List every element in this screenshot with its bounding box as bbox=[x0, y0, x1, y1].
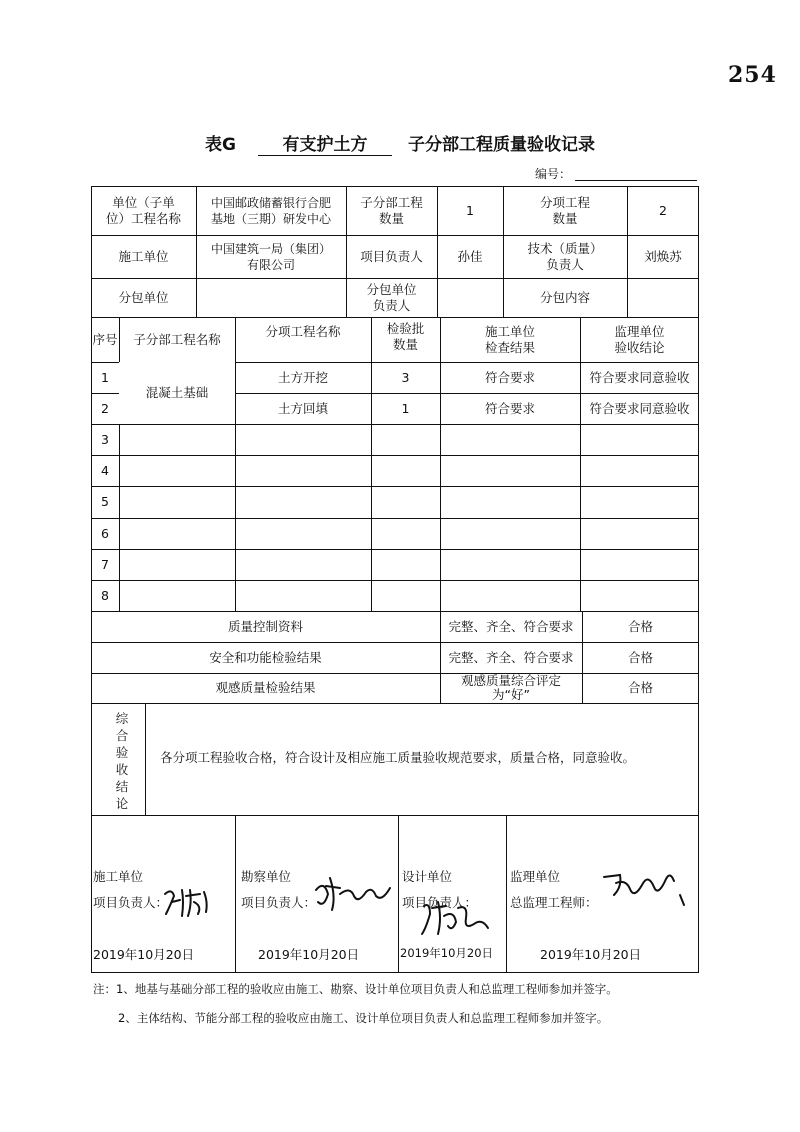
col-item-name-header: 分项工程名称 bbox=[265, 324, 341, 339]
summary-verdict: 合格 bbox=[627, 680, 653, 695]
signoff-date: 2019年10月20日 bbox=[258, 947, 360, 962]
row-seq: 7 bbox=[101, 556, 109, 572]
summary-verdict: 合格 bbox=[627, 649, 653, 665]
summary-label: 观感质量检验结果 bbox=[215, 680, 316, 695]
row-seq: 3 bbox=[101, 431, 109, 447]
signoff-role: 项目负责人： bbox=[93, 895, 169, 910]
signoff-unit: 勘察单位 bbox=[241, 869, 292, 884]
signoff-role: 项目负责人： bbox=[402, 895, 478, 910]
subcontract-leader-label: 分包单位 负责人 bbox=[366, 281, 417, 313]
construction-unit-label: 施工单位 bbox=[118, 248, 169, 264]
sub-count-value: 1 bbox=[466, 202, 474, 218]
row-check: 符合要求 bbox=[484, 400, 535, 416]
row-seq: 8 bbox=[101, 587, 109, 603]
col-check-header: 施工单位 检查结果 bbox=[484, 323, 535, 355]
row-batch: 3 bbox=[401, 369, 410, 385]
subcontract-unit-label: 分包单位 bbox=[118, 289, 169, 305]
serial-blank[interactable] bbox=[575, 166, 697, 181]
form-title bbox=[0, 130, 800, 156]
item-count-value: 2 bbox=[659, 202, 667, 218]
signoff-unit: 施工单位 bbox=[93, 869, 144, 884]
title-prefix: 表G bbox=[205, 135, 236, 155]
construction-unit-value: 中国建筑一局（集团） 有限公司 bbox=[210, 241, 331, 272]
signature-supervision bbox=[600, 865, 690, 910]
tech-leader-label: 技术（质量） 负责人 bbox=[527, 240, 603, 272]
row-conclusion: 符合要求同意验收 bbox=[589, 369, 690, 385]
row-seq: 4 bbox=[101, 462, 109, 478]
signoff-date: 2019年10月20日 bbox=[93, 947, 195, 962]
summary-label: 安全和功能检验结果 bbox=[209, 649, 322, 665]
serial-label: 编号： bbox=[535, 167, 572, 181]
title-project-name: 有支护土方 bbox=[258, 130, 392, 156]
summary-result: 观感质量综合评定为“好” bbox=[460, 673, 561, 702]
signature-survey bbox=[310, 872, 395, 917]
col-batch-header: 检验批 数量 bbox=[386, 321, 425, 352]
summary-result: 完整、齐全、符合要求 bbox=[448, 649, 574, 665]
item-count-label: 分项工程 数量 bbox=[539, 194, 590, 226]
sub-count-label: 子分部工程 数量 bbox=[360, 194, 423, 226]
serial-number bbox=[535, 165, 697, 182]
subcontract-content-label: 分包内容 bbox=[539, 289, 590, 305]
row-seq: 6 bbox=[101, 525, 109, 541]
signoff-date: 2019年10月20日 bbox=[540, 947, 642, 962]
row-item: 土方回填 bbox=[277, 400, 328, 416]
row-conclusion: 符合要求同意验收 bbox=[589, 400, 690, 416]
row-seq: 5 bbox=[101, 494, 109, 509]
summary-label: 质量控制资料 bbox=[227, 618, 303, 634]
summary-result: 完整、齐全、符合要求 bbox=[448, 618, 574, 634]
title-suffix: 子分部工程质量验收记录 bbox=[407, 135, 595, 155]
signoff-unit: 监理单位 bbox=[510, 869, 561, 884]
col-seq-header: 序号 bbox=[92, 331, 118, 347]
project-leader-label: 项目负责人 bbox=[360, 248, 423, 264]
signoff-unit: 设计单位 bbox=[402, 869, 453, 884]
row-item: 土方开挖 bbox=[277, 369, 328, 385]
row-seq: 2 bbox=[101, 400, 109, 416]
signoff-role: 总监理工程师： bbox=[510, 895, 598, 910]
sub-project-name: 混凝土基础 bbox=[119, 362, 235, 424]
signature-construction bbox=[160, 882, 220, 922]
col-supervision-header: 监理单位 验收结论 bbox=[614, 323, 665, 355]
note-2: 2、主体结构、节能分部工程的验收应由施工、设计单位项目负责人和总监理工程师参加并签字。 bbox=[118, 1011, 609, 1025]
signoff-date: 2019年10月20日 bbox=[400, 946, 494, 960]
row-seq: 1 bbox=[101, 369, 109, 385]
row-batch: 1 bbox=[401, 400, 410, 416]
unit-name-label: 单位（子单位）工程名称 bbox=[105, 194, 181, 226]
conclusion-text: 各分项工程验收合格，符合设计及相应施工质量验收规范要求，质量合格，同意验收。 bbox=[160, 750, 636, 765]
summary-verdict: 合格 bbox=[627, 618, 653, 634]
signoff-role: 项目负责人： bbox=[241, 895, 317, 910]
note-1: 注：1、地基与基础分部工程的验收应由施工、勘察、设计单位项目负责人和总监理工程师参加并签字。 bbox=[93, 982, 618, 996]
project-leader-value: 孙佳 bbox=[457, 248, 483, 264]
conclusion-label: 综 合 验 收 结 论 bbox=[115, 711, 129, 811]
page-number: 254 bbox=[728, 62, 777, 88]
tech-leader-value: 刘焕苏 bbox=[644, 248, 682, 264]
col-sub-name-header: 子分部工程名称 bbox=[133, 331, 221, 347]
unit-name-value: 中国邮政储蓄银行合肥 基地（三期）研发中心 bbox=[210, 195, 331, 226]
row-check: 符合要求 bbox=[484, 369, 535, 385]
signature-design bbox=[418, 898, 493, 940]
